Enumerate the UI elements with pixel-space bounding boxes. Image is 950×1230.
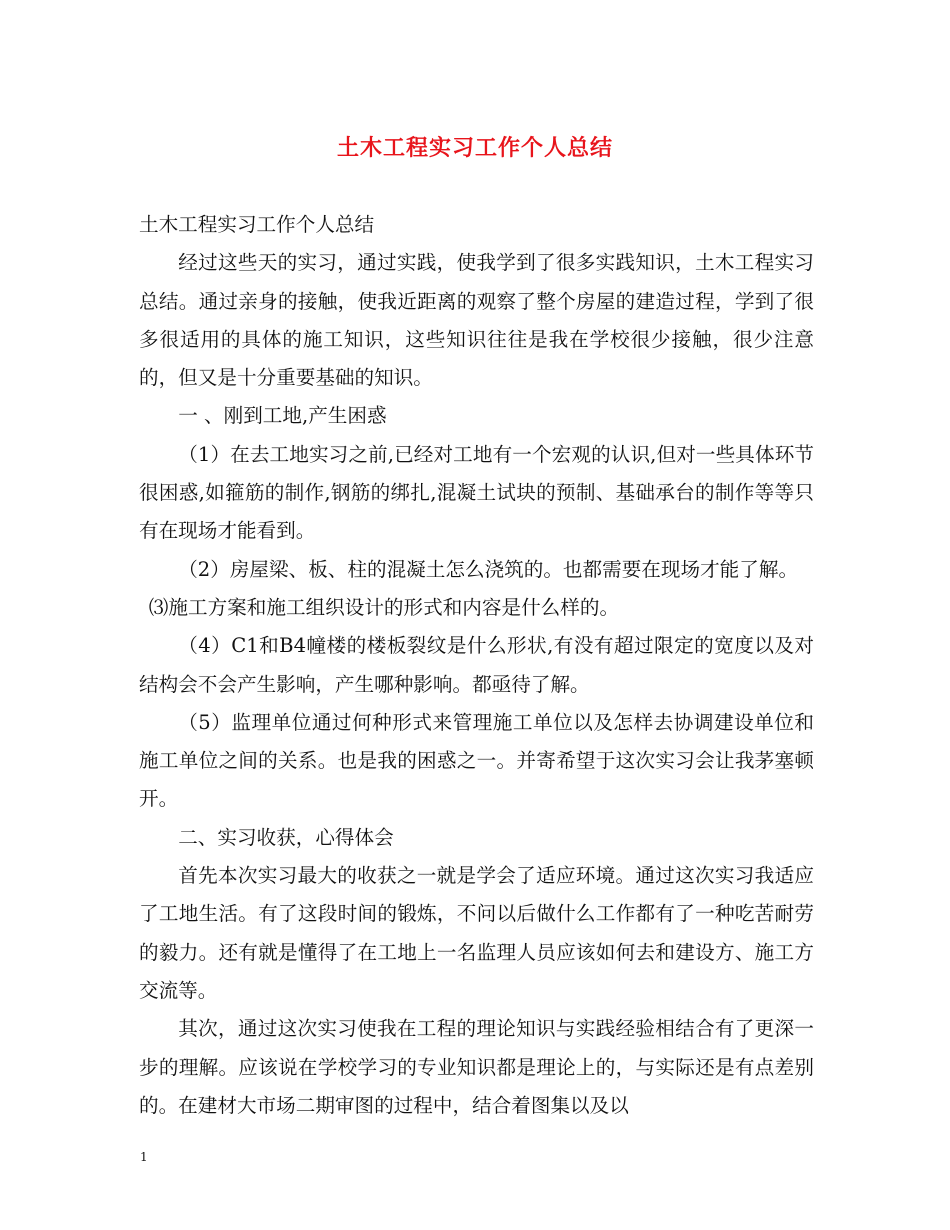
document-body (139, 206, 814, 1125)
page-number: 1 (140, 1150, 148, 1164)
list-item-4: （4）C1和B4幢楼的楼板裂纹是什么形状,有没有超过限定的宽度以及对结构会不会产生影响，产生哪种影响。都亟待了解。 (139, 634, 814, 696)
section-heading-1: 一 、刚到工地,产生困惑 (178, 404, 387, 428)
section-heading-2: 二、实习收获，心得体会 (178, 825, 394, 849)
list-item-2: （2）房屋梁、板、柱的混凝土怎么浇筑的。也都需要在现场才能了解。 (178, 557, 799, 581)
list-item-1: （1）在去工地实习之前,已经对工地有一个宏观的认识,但对一些具体环节很困惑,如箍筋的制作,钢筋的绑扎,混凝土试块的预制、基础承台的制作等等只有在现场才能看到。 (139, 442, 814, 543)
subtitle-paragraph: 土木工程实习工作个人总结 (139, 213, 375, 236)
intro-paragraph: 经过这些天的实习，通过实践，使我学到了很多实践知识，土木工程实习总结。通过亲身的接触，使我近距离的观察了整个房屋的建造过程，学到了很多很适用的具体的施工知识，这些知识往往是我在学校很少接触，很少注意的，但又是十分重要基础的知识。 (139, 251, 814, 390)
list-item-3: ⑶施工方案和施工组织设计的形式和内容是什么样的。 (148, 595, 620, 619)
list-item-5: （5）监理单位通过何种形式来管理施工单位以及怎样去协调建设单位和施工单位之间的关系。也是我的困惑之一。并寄希望于这次实习会让我茅塞顿开。 (139, 710, 814, 811)
document-title: 土木工程实习工作个人总结 (336, 135, 613, 161)
body-paragraph-1: 首先本次实习最大的收获之一就是学会了适应环境。通过这次实习我适应了工地生活。有了这段时间的锻炼，不问以后做什么工作都有了一种吃苦耐劳的毅力。还有就是懂得了在工地上一名监理人员应该如何去和建设方、施工方交流等。 (139, 864, 814, 1002)
body-paragraph-2: 其次，通过这次实习使我在工程的理论知识与实践经验相结合有了更深一步的理解。应该说在学校学习的专业知识都是理论上的，与实际还是有点差别的。在建材大市场二期审图的过程中，结合着图集以及以 (139, 1017, 814, 1117)
